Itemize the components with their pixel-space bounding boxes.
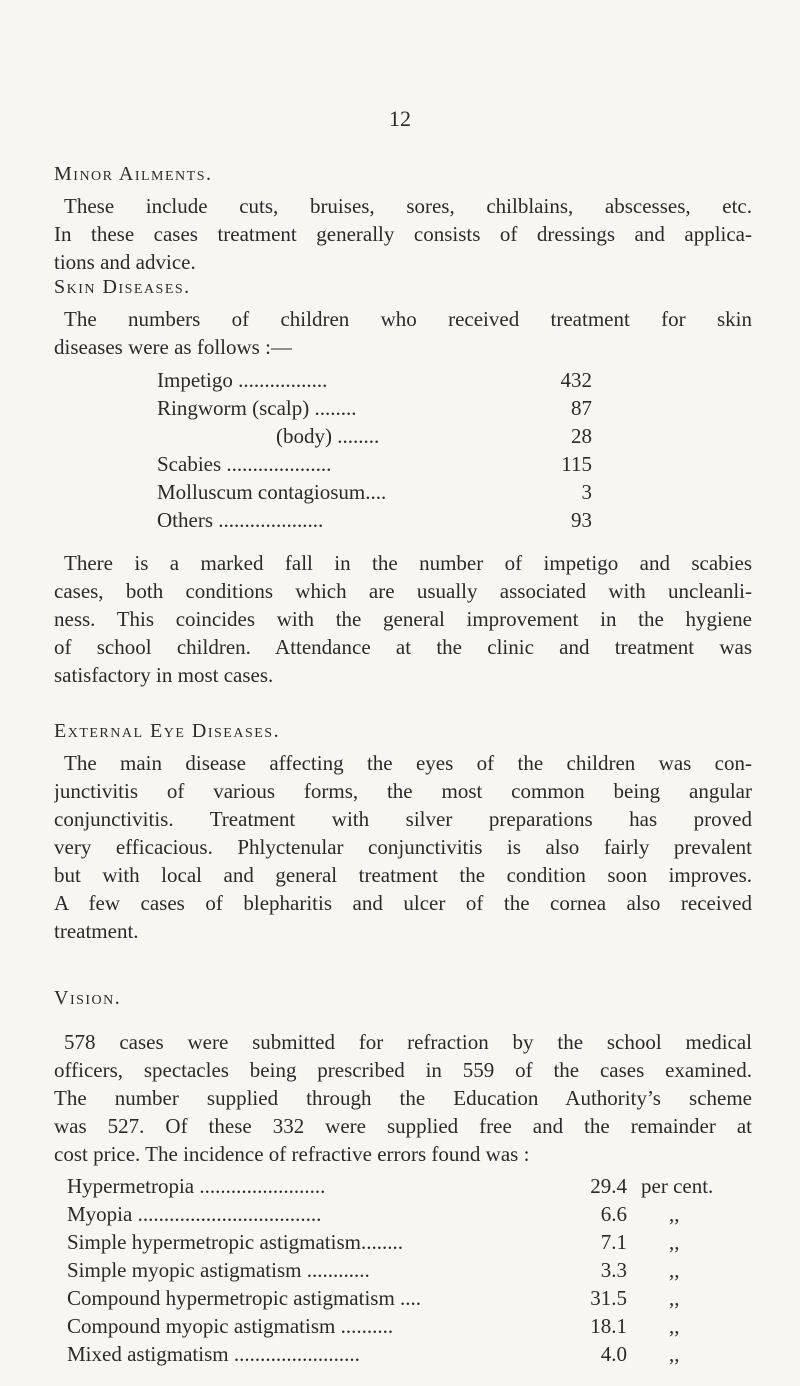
paragraph-skin-intro <box>54 305 752 361</box>
text-line: treatment. <box>54 919 139 943</box>
row-label: Simple myopic astigmatism ............ <box>67 1258 370 1282</box>
table-row <box>67 1172 757 1200</box>
text-line: but with local and general treatment the condition soon improves. <box>54 863 752 887</box>
heading-external-eye-diseases: External Eye Diseases. <box>54 720 281 742</box>
text-line: ness. This coincides with the general improvement in the hygiene <box>54 607 752 631</box>
row-value: 4.0 <box>600 1342 627 1366</box>
text-line: There is a marked fall in the number of impetigo and scabies <box>64 551 752 575</box>
row-label: Simple hypermetropic astigmatism........ <box>67 1230 403 1254</box>
row-value: 18.1 <box>590 1314 627 1338</box>
text-line: conjunctivitis. Treatment with silver preparations has proved <box>54 807 752 831</box>
row-value: 28 <box>571 424 592 448</box>
paragraph-vision <box>54 1028 752 1168</box>
row-value: 87 <box>571 396 592 420</box>
row-label: Mixed astigmatism ........................ <box>67 1342 360 1366</box>
table-row <box>67 1284 757 1312</box>
text-line: The number supplied through the Education Authority’s scheme <box>54 1086 752 1110</box>
row-unit: ,, <box>669 1286 680 1310</box>
row-unit: ,, <box>669 1314 680 1338</box>
row-label: Myopia ................................... <box>67 1202 322 1226</box>
row-label: Ringworm (scalp) ........ <box>157 396 357 420</box>
refractive-errors-table <box>67 1172 757 1368</box>
table-row <box>67 1200 757 1228</box>
text-line: The main disease affecting the eyes of the children was con- <box>64 751 752 775</box>
text-line: satisfactory in most cases. <box>54 663 274 687</box>
row-value: 115 <box>561 452 592 476</box>
text-line: was 527. Of these 332 were supplied free and the remainder at <box>54 1114 752 1138</box>
row-value: 432 <box>560 368 592 392</box>
table-row <box>67 1340 757 1368</box>
paragraph-minor-ailments <box>54 192 752 276</box>
heading-vision: Vision. <box>54 987 122 1009</box>
row-label: Molluscum contagiosum.... <box>157 480 387 504</box>
table-row <box>157 506 592 534</box>
row-value: 31.5 <box>590 1286 627 1310</box>
table-row <box>157 478 592 506</box>
paragraph-eye-diseases <box>54 749 752 945</box>
row-label: Compound hypermetropic astigmatism .... <box>67 1286 422 1310</box>
row-label: (body) ........ <box>276 424 380 448</box>
text-line: In these cases treatment generally consists of dressings and applica- <box>54 222 752 246</box>
row-value: 3.3 <box>600 1258 627 1282</box>
table-row <box>67 1256 757 1284</box>
paragraph-skin-discussion <box>54 549 752 689</box>
table-row <box>157 394 592 422</box>
text-line: tions and advice. <box>54 250 196 274</box>
row-unit: ,, <box>669 1230 680 1254</box>
table-row <box>157 450 592 478</box>
row-value: 93 <box>571 508 592 532</box>
row-unit: ,, <box>669 1202 680 1226</box>
text-line: 578 cases were submitted for refraction by the school medical <box>64 1030 752 1054</box>
table-row <box>67 1228 757 1256</box>
text-line: diseases were as follows :— <box>54 335 292 359</box>
text-line: The numbers of children who received treatment for skin <box>64 307 752 331</box>
text-line: of school children. Attendance at the clinic and treatment was <box>54 635 752 659</box>
heading-minor-ailments: Minor Ailments. <box>54 163 213 185</box>
table-row <box>157 366 592 394</box>
row-value: 7.1 <box>600 1230 627 1254</box>
row-value: 6.6 <box>600 1202 627 1226</box>
heading-skin-diseases: Skin Diseases. <box>54 276 191 298</box>
row-unit: ,, <box>669 1258 680 1282</box>
text-line: junctivitis of various forms, the most common being angular <box>54 779 752 803</box>
table-row <box>157 422 592 450</box>
page-number: 12 <box>389 106 411 131</box>
row-label: Compound myopic astigmatism .......... <box>67 1314 394 1338</box>
row-unit: per cent. <box>641 1174 714 1198</box>
text-line: cases, both conditions which are usually associated with uncleanli- <box>54 579 752 603</box>
skin-diseases-table <box>157 366 592 534</box>
row-value: 3 <box>581 480 592 504</box>
row-unit: ,, <box>669 1342 680 1366</box>
row-label: Impetigo ................. <box>157 368 328 392</box>
row-label: Others .................... <box>157 508 324 532</box>
text-line: A few cases of blepharitis and ulcer of the cornea also received <box>54 891 752 915</box>
row-value: 29.4 <box>590 1174 627 1198</box>
table-row <box>67 1312 757 1340</box>
row-label: Hypermetropia ........................ <box>67 1174 326 1198</box>
text-line: officers, spectacles being prescribed in 559 of the cases examined. <box>54 1058 752 1082</box>
text-line: very efficacious. Phlyctenular conjunctivitis is also fairly prevalent <box>54 835 752 859</box>
text-line: cost price. The incidence of refractive errors found was : <box>54 1142 530 1166</box>
text-line: These include cuts, bruises, sores, chilblains, abscesses, etc. <box>64 194 752 218</box>
row-label: Scabies .................... <box>157 452 332 476</box>
